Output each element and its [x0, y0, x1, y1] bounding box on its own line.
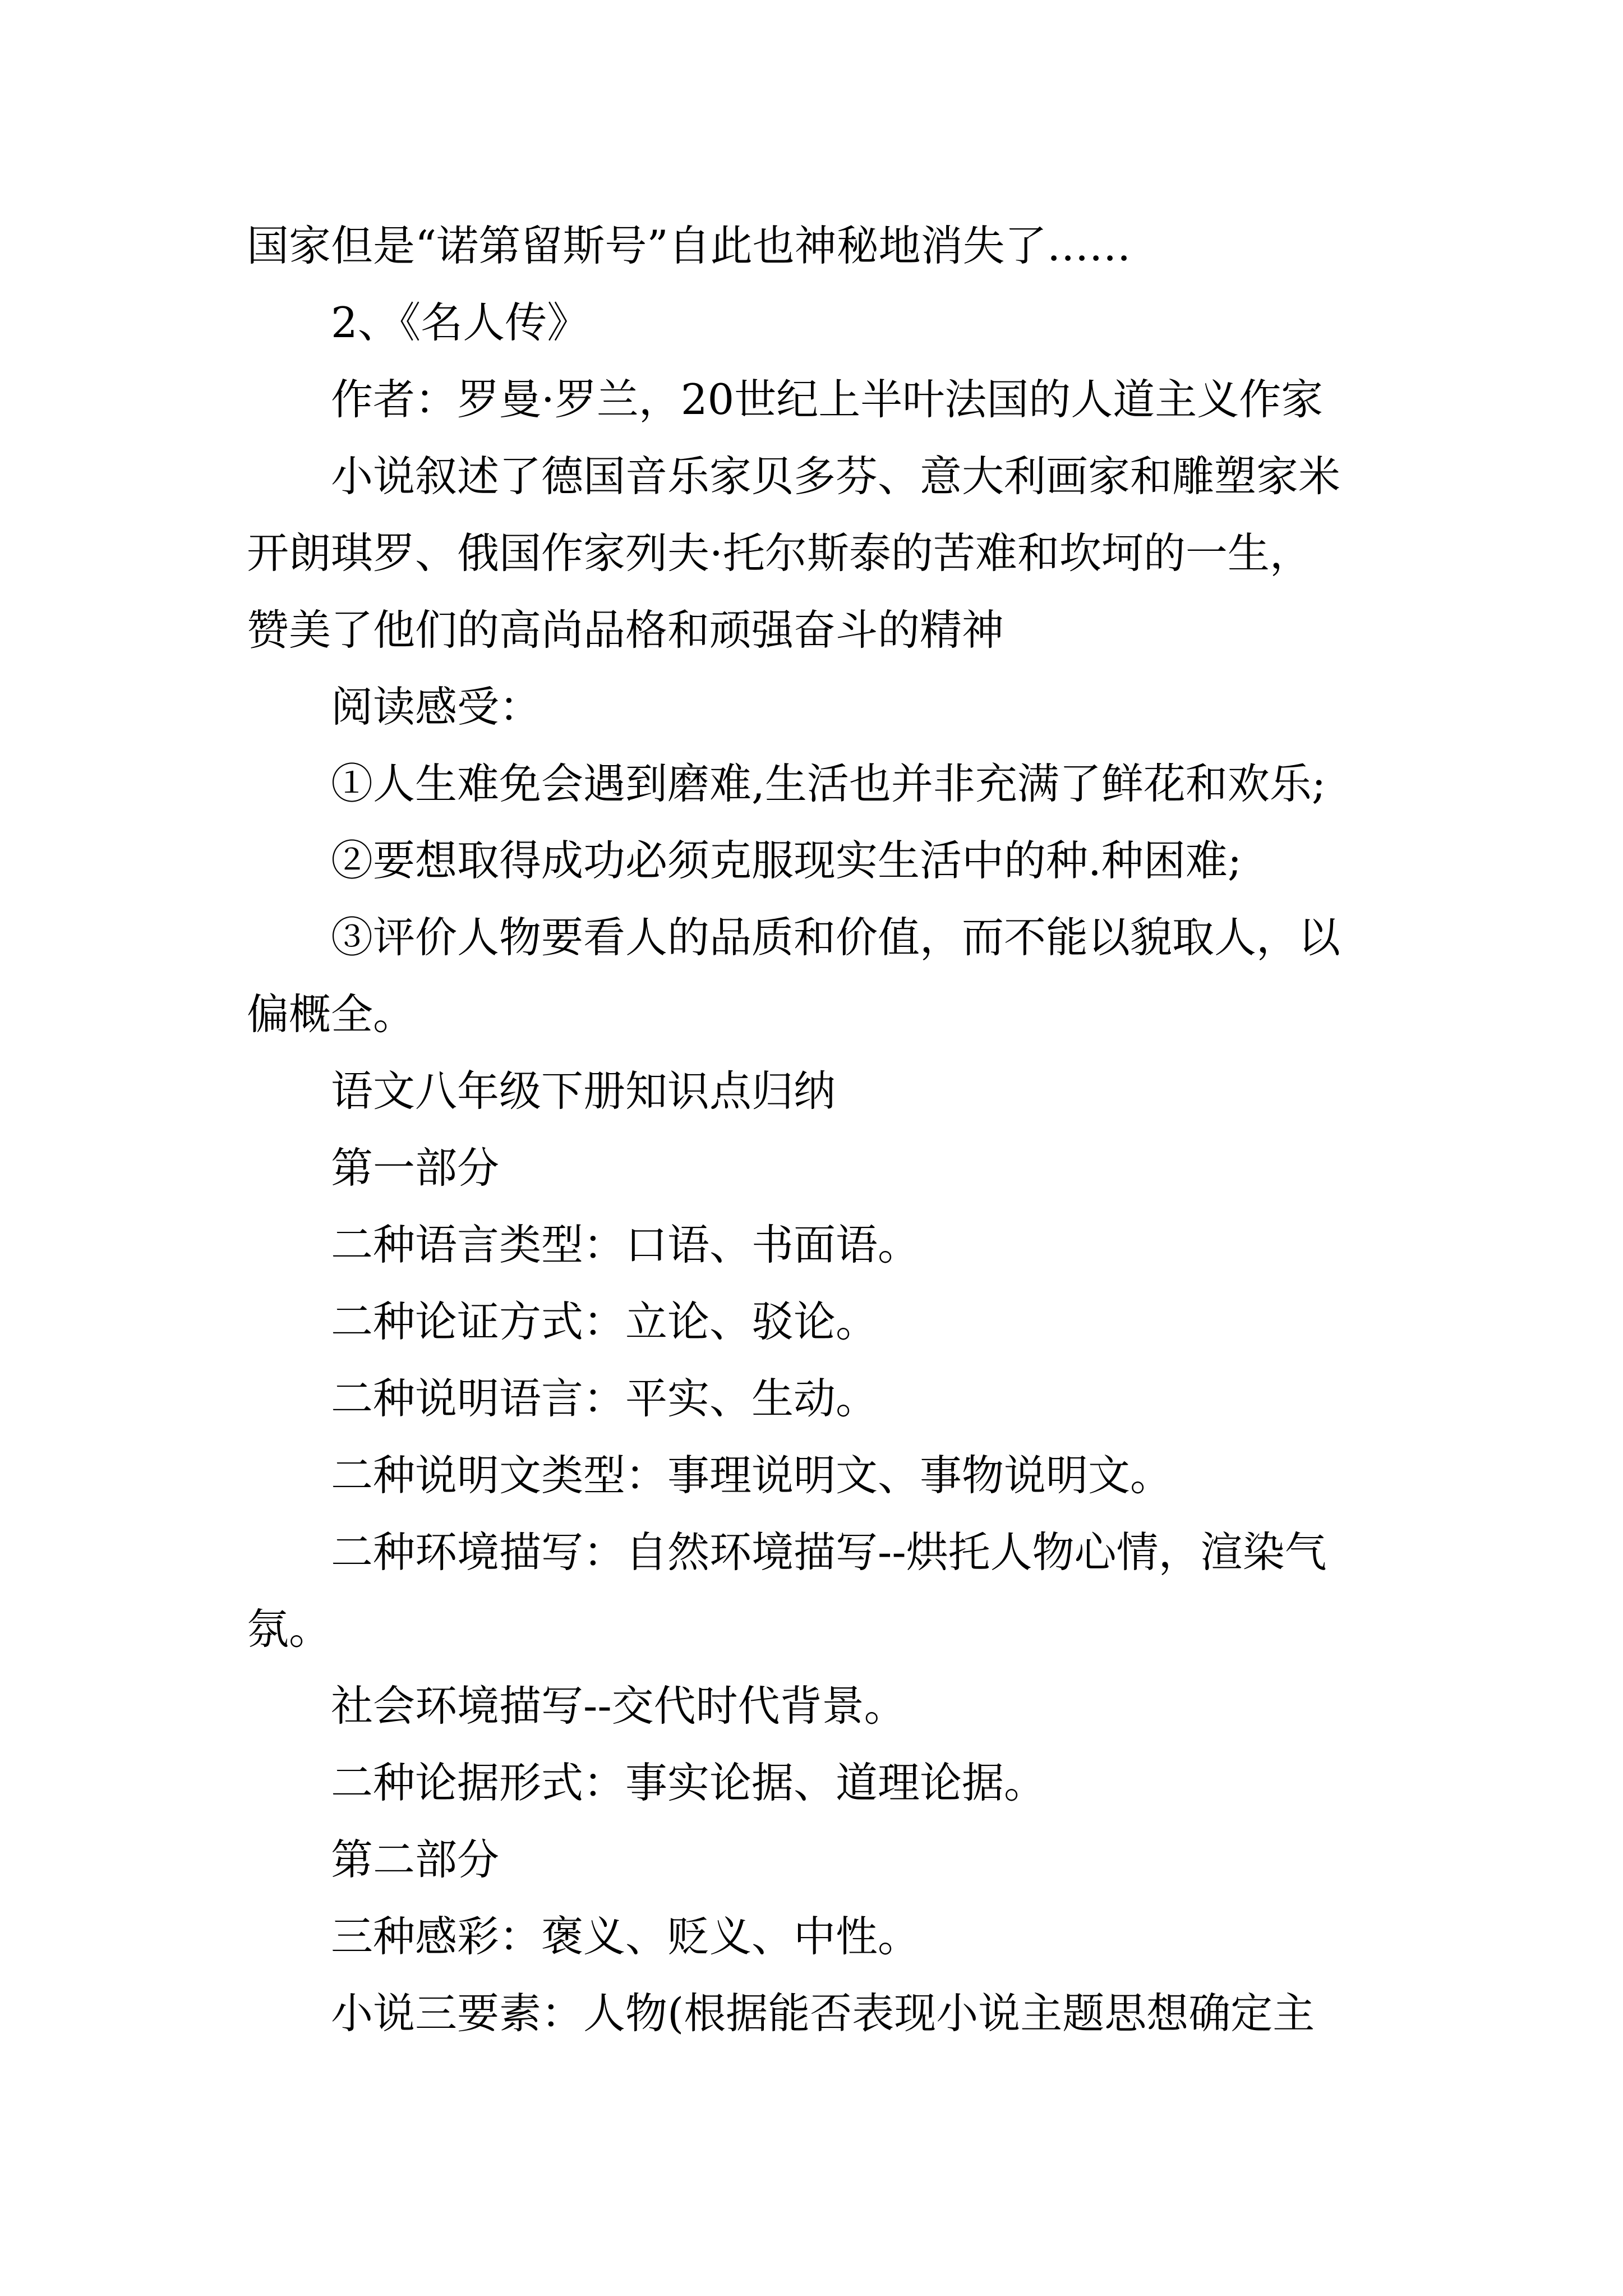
text-line: 二种说明语言：平实、生动。 [331, 1374, 878, 1423]
text-line: 氛。 [247, 1604, 331, 1654]
section-heading: 第一部分 [331, 1143, 500, 1193]
list-item: ②要想取得成功必须克服现实生活中的种.种困难; [331, 836, 1242, 885]
section-heading: 语文八年级下册知识点归纳 [331, 1066, 836, 1116]
text-line: 赞美了他们的高尚品格和顽强奋斗的精神 [247, 605, 1004, 655]
section-heading: 2、《名人传》 [331, 298, 589, 347]
text-line: 国家但是“诺第留斯号”自此也神秘地消失了…… [247, 221, 1131, 270]
list-item: ③评价人物要看人的品质和价值，而不能以貌取人，以 [331, 913, 1341, 962]
text-line: 开朗琪罗、俄国作家列夫·托尔斯泰的苦难和坎坷的一生， [247, 528, 1312, 578]
text-line: 二种说明文类型：事理说明文、事物说明文。 [331, 1451, 1173, 1500]
text-line: 小说三要素：人物(根据能否表现小说主题思想确定主 [331, 1989, 1315, 2038]
text-line: 三种感彩：褒义、贬义、中性。 [331, 1912, 920, 1961]
text-line: 二种论证方式：立论、驳论。 [331, 1297, 878, 1346]
text-line: 阅读感受： [331, 682, 542, 731]
text-line: 二种环境描写：自然环境描写--烘托人物心情，渲染气 [331, 1527, 1327, 1577]
text-line: 小说叙述了德国音乐家贝多芬、意大利画家和雕塑家米 [331, 452, 1341, 501]
text-line: 二种论据形式：事实论据、道理论据。 [331, 1758, 1046, 1807]
list-item: ①人生难免会遇到磨难,生活也并非充满了鲜花和欢乐; [331, 759, 1326, 808]
text-line: 二种语言类型：口语、书面语。 [331, 1220, 920, 1269]
section-heading: 第二部分 [331, 1835, 500, 1884]
text-line: 作者：罗曼·罗兰，20世纪上半叶法国的人道主义作家 [331, 375, 1324, 424]
text-line: 偏概全。 [247, 990, 416, 1039]
text-line: 社会环境描写--交代时代背景。 [331, 1681, 906, 1731]
